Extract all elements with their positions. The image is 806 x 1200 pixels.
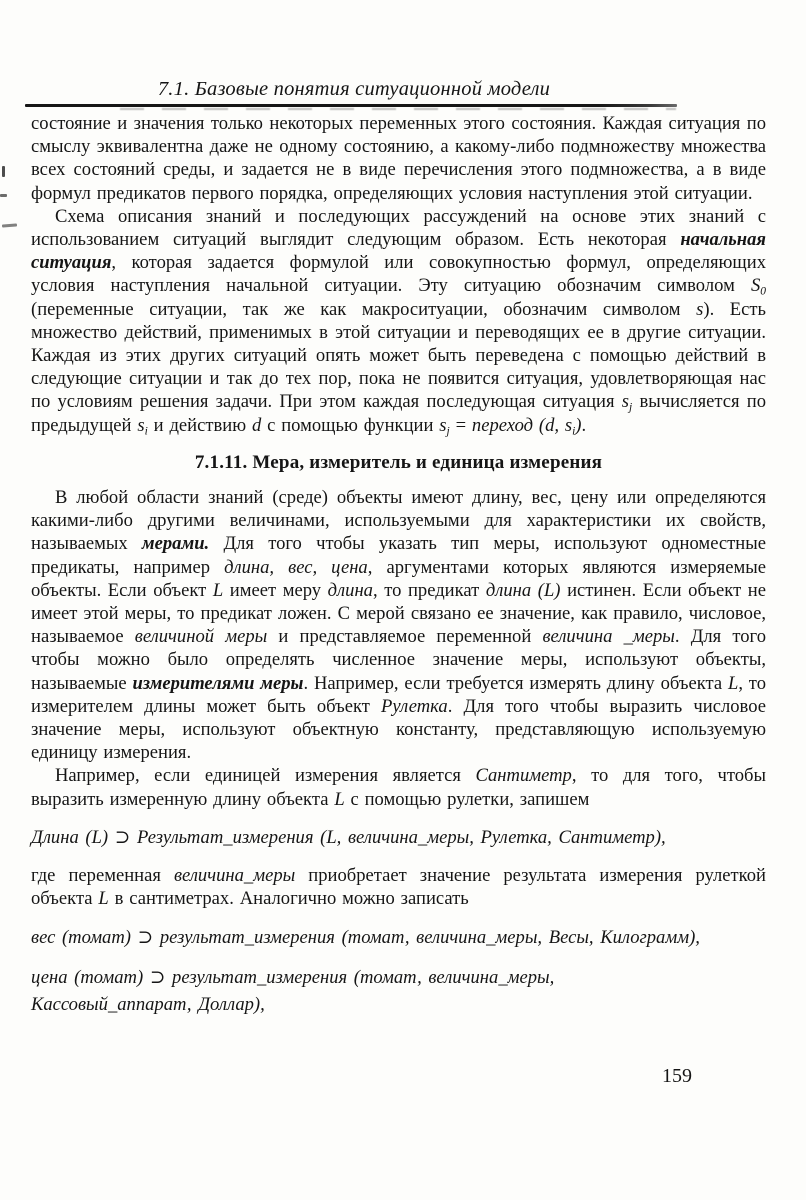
margin-scan-artifact <box>2 223 17 227</box>
margin-scan-artifact <box>2 166 5 177</box>
page-number: 159 <box>662 1065 692 1087</box>
paragraph-formula-explanation: где переменная величина_меры приобретает значение результата измерения рулеткой объекта L в сантиметрах. Аналогично можно записать <box>31 865 766 910</box>
paragraph-situation-scheme: Схема описания знаний и последующих рассуждений на основе этих знаний с использованием ситуаций выглядит следующим образом. Есть некоторая начальная ситуация, которая задается формулой или совокупностью формул, определяющих условия наступления начальной ситуации. Эту ситуацию обозначим символом S0 (переменные ситуации, так же как макроситуации, обозначим символом s). Есть множество действий, применимых в этой ситуации и переводящих ее в другие ситуации. Каждая из этих других ситуаций опять может быть переведена с помощью действий в следующие ситуации и так до тех пор, пока не появится ситуация, удовлетворяющая нас по условиям решения задачи. При этом каждая последующая ситуация sj вычисляется по предыдущей si и действию d с помощью функции sj = переход (d, si). <box>31 205 767 438</box>
running-head-rule-smudge <box>120 108 676 110</box>
formula-length-measurement: Длина (L) ⊃ Результат_измерения (L, величина_меры, Рулетка, Сантиметр), <box>31 826 666 848</box>
formula-price-measurement <box>31 964 766 1018</box>
paragraph-centimeter-example: Например, если единицей измерения является Сантиметр, то для того, чтобы выразить измеренную длину объекта L с помощью рулетки, запишем <box>31 765 766 810</box>
paragraph-continuation: состояние и значения только некоторых переменных этого состояния. Каждая ситуация по смыслу эквивалентна даже не одному состоянию, а какому-либо подмножеству множества всех состояний среды, и задается не в виде перечисления этого подмножества, а в виде формул предикатов первого порядка, определяющих условия наступления этой ситуации. <box>31 113 766 204</box>
paragraph-measures: В любой области знаний (среде) объекты имеют длину, вес, цену или определяются какими-либо другими величинами, используемыми для характеристики их свойств, называемых мерами. Для того чтобы указать тип меры, используют одноместные предикаты, например длина, вес, цена, аргументами которых являются измеряемые объекты. Если объект L имеет меру длина, то предикат длина (L) истинен. Если объект не имеет этой меры, то предикат ложен. С мерой связано ее значение, как правило, числовое, называемое величиной меры и представляемое переменной величина _меры. Для того чтобы можно было определять численное значение меры, используют объекты, называемые измерителями меры. Например, если требуется измерять длину объекта L, то измерителем длины может быть объект Рулетка. Для того чтобы выразить числовое значение меры, используют объектную константу, представляющую используемую единицу измерения. <box>31 487 767 764</box>
margin-scan-artifact <box>0 194 7 197</box>
running-head-rule <box>25 104 677 107</box>
body-text-column <box>31 112 766 1033</box>
formula-weight-measurement: вес (томат) ⊃ результат_измерения (томат, величина_меры, Весы, Килограмм), <box>31 926 700 948</box>
formula-price-line-2: Кассовый_аппарат, Доллар), <box>31 993 265 1015</box>
section-heading: 7.1.11. Мера, измеритель и единица измерения <box>194 451 603 473</box>
formula-price-line-1: цена (томат) ⊃ результат_измерения (томат, величина_меры, <box>31 966 555 988</box>
running-head-title: 7.1. Базовые понятия ситуационной модели <box>157 78 551 100</box>
